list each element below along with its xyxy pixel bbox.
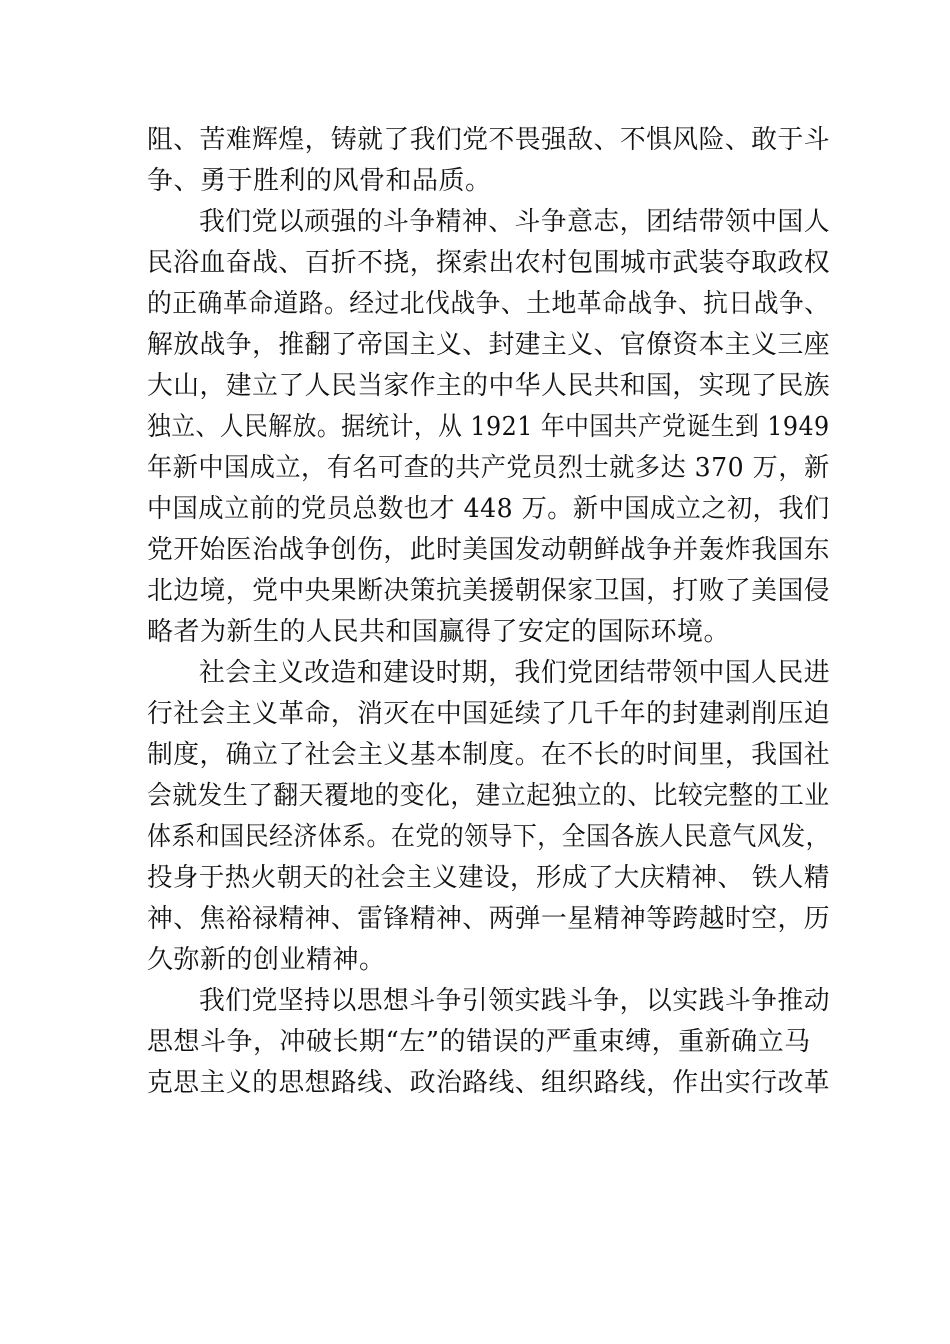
text-line: 投身于热火朝天的社会主义建设，形成了大庆精神、 铁人精 [147, 863, 830, 893]
text-line: 会就发生了翻天覆地的变化，建立起独立的、比较完整的工业 [147, 781, 830, 811]
text-line: 阻、苦难辉煌，铸就了我们党不畏强敌、不惧风险、敢于斗 [147, 125, 831, 155]
text-line: 党开始医治战争创伤，此时美国发动朝鲜战争并轰炸我国东 [147, 535, 831, 565]
paragraph-first-line: 社会主义改造和建设时期，我们党团结带领中国人民进 [199, 658, 831, 688]
text-line: 克思主义的思想路线、政治路线、组织路线，作出实行改革 [147, 1068, 831, 1098]
text-line: 略者为新生的人民共和国赢得了安定的国际环境。 [147, 617, 731, 647]
text-line: 北边境，党中央果断决策抗美援朝保家卫国，打败了美国侵 [147, 576, 831, 606]
text-line: 的正确革命道路。经过北伐战争、土地革命战争、抗日战争、 [147, 289, 830, 319]
text-line: 独立、人民解放。据统计，从 1921 年中国共产党诞生到 1949 [147, 412, 830, 442]
text-line: 大山，建立了人民当家作主的中华人民共和国，实现了民族 [147, 371, 831, 401]
text-line: 行社会主义革命，消灭在中国延续了几千年的封建剥削压迫 [147, 699, 831, 729]
text-line: 民浴血奋战、百折不挠，探索出农村包围城市武装夺取政权 [147, 248, 831, 278]
paragraph-first-line: 我们党以顽强的斗争精神、斗争意志，团结带领中国人 [199, 207, 831, 237]
text-line: 中国成立前的党员总数也才 448 万。新中国成立之初，我们 [147, 494, 830, 524]
text-line: 年新中国成立，有名可查的共产党员烈士就多达 370 万，新 [147, 453, 830, 483]
text-line: 体系和国民经济体系。在党的领导下，全国各族人民意气风发， [147, 822, 831, 852]
text-line: 解放战争，推翻了帝国主义、封建主义、官僚资本主义三座 [147, 330, 831, 360]
paragraph-first-line: 我们党坚持以思想斗争引领实践斗争，以实践斗争推动 [199, 986, 831, 1016]
text-line: 神、焦裕禄精神、雷锋精神、两弹一星精神等跨越时空，历 [147, 904, 831, 934]
text-line: 思想斗争，冲破长期“左”的错误的严重束缚，重新确立马 [147, 1027, 811, 1057]
text-line: 争、勇于胜利的风骨和品质。 [147, 166, 492, 196]
text-line: 制度，确立了社会主义基本制度。在不长的时间里，我国社 [147, 740, 831, 770]
text-line: 久弥新的创业精神。 [147, 945, 386, 975]
